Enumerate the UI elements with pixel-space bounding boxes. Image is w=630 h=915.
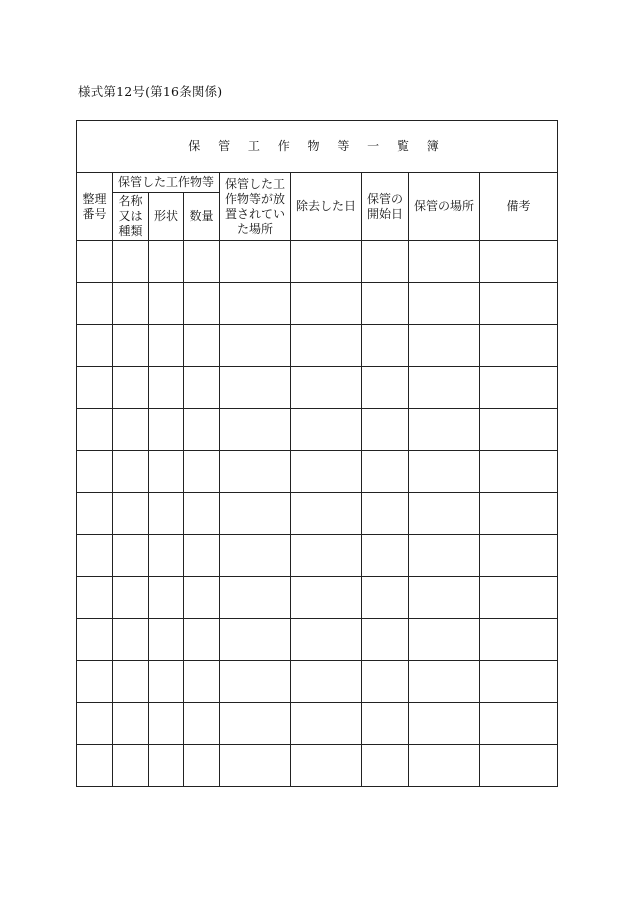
table-cell — [184, 493, 220, 535]
table-cell — [480, 619, 558, 661]
table-cell — [113, 703, 149, 745]
table-cell — [184, 451, 220, 493]
table-cell — [220, 325, 291, 367]
table-cell — [409, 745, 480, 787]
table-cell — [480, 745, 558, 787]
storage-register-table — [76, 120, 558, 787]
header-keijo: 形状 — [149, 193, 184, 241]
table-cell — [113, 409, 149, 451]
table-cell — [291, 661, 362, 703]
table-row — [77, 283, 558, 325]
table-cell — [480, 577, 558, 619]
table-cell — [480, 535, 558, 577]
table-cell — [184, 241, 220, 283]
table-cell — [220, 535, 291, 577]
table-cell — [184, 325, 220, 367]
header-jokyo-bi: 除去した日 — [291, 173, 362, 241]
table-cell — [77, 577, 113, 619]
table-cell — [113, 577, 149, 619]
header-hokan-kaishi-line2: 開始日 — [366, 206, 403, 221]
table-cell — [149, 619, 184, 661]
table-cell — [480, 241, 558, 283]
table-cell — [77, 661, 113, 703]
table-cell — [480, 451, 558, 493]
table-cell — [409, 409, 480, 451]
table-cell — [409, 283, 480, 325]
table-cell — [291, 451, 362, 493]
table-cell — [409, 535, 480, 577]
header-seiri-bango-line1: 整理 — [82, 191, 107, 206]
table-row — [77, 703, 558, 745]
header-meisho-line3: 種類 — [118, 224, 143, 238]
table-cell — [184, 283, 220, 325]
table-cell — [220, 283, 291, 325]
table-cell — [362, 325, 409, 367]
header-hokan-kosakubutsu: 保管した工作物等 — [113, 173, 220, 193]
table-cell — [480, 661, 558, 703]
table-cell — [113, 745, 149, 787]
table-cell — [149, 283, 184, 325]
table-cell — [291, 535, 362, 577]
table-cell — [77, 493, 113, 535]
table-row — [77, 535, 558, 577]
table-cell — [409, 577, 480, 619]
table-cell — [149, 325, 184, 367]
table-cell — [220, 745, 291, 787]
table-cell — [113, 451, 149, 493]
table-cell — [409, 493, 480, 535]
table-cell — [291, 325, 362, 367]
header-hochi-basho-line1: 保管した工 — [224, 176, 285, 191]
table-cell — [77, 535, 113, 577]
table-cell — [113, 535, 149, 577]
table-cell — [362, 619, 409, 661]
table-cell — [220, 577, 291, 619]
table-title: 保 管 工 作 物 等 一 覧 簿 — [77, 121, 558, 173]
table-cell — [149, 409, 184, 451]
table-cell — [149, 703, 184, 745]
table-cell — [77, 409, 113, 451]
table-row — [77, 619, 558, 661]
table-cell — [362, 577, 409, 619]
table-cell — [113, 619, 149, 661]
table-cell — [480, 283, 558, 325]
table-row — [77, 493, 558, 535]
table-cell — [409, 325, 480, 367]
table-cell — [480, 703, 558, 745]
table-cell — [184, 535, 220, 577]
header-hokan-kaishi — [362, 173, 409, 241]
table-cell — [149, 241, 184, 283]
table-cell — [184, 745, 220, 787]
table-cell — [220, 241, 291, 283]
table-cell — [480, 493, 558, 535]
header-meisho-line1: 名称 — [118, 194, 143, 208]
table-cell — [149, 367, 184, 409]
table-cell — [77, 451, 113, 493]
table-cell — [220, 451, 291, 493]
table-cell — [77, 283, 113, 325]
table-cell — [291, 745, 362, 787]
table-cell — [220, 493, 291, 535]
table-cell — [149, 745, 184, 787]
table-cell — [220, 367, 291, 409]
table-cell — [220, 619, 291, 661]
table-row — [77, 451, 558, 493]
header-suryo: 数量 — [184, 193, 220, 241]
table-cell — [291, 703, 362, 745]
table-cell — [291, 409, 362, 451]
table-body — [77, 241, 558, 787]
table-cell — [291, 283, 362, 325]
table-cell — [362, 535, 409, 577]
table-cell — [409, 241, 480, 283]
table-cell — [362, 661, 409, 703]
table-cell — [184, 661, 220, 703]
table-cell — [149, 577, 184, 619]
table-cell — [291, 619, 362, 661]
table-cell — [149, 451, 184, 493]
table-cell — [149, 535, 184, 577]
table-cell — [220, 703, 291, 745]
table-cell — [220, 409, 291, 451]
table-cell — [77, 745, 113, 787]
table-cell — [362, 367, 409, 409]
header-hochi-basho-line2: 作物等が放 — [224, 191, 285, 206]
table-row — [77, 661, 558, 703]
table-cell — [77, 619, 113, 661]
header-hokan-kaishi-line1: 保管の — [366, 191, 403, 206]
header-seiri-bango — [77, 173, 113, 241]
table-cell — [362, 745, 409, 787]
table-cell — [291, 367, 362, 409]
table-cell — [77, 241, 113, 283]
header-meisho — [113, 193, 149, 241]
table-cell — [291, 241, 362, 283]
header-biko: 備考 — [480, 173, 558, 241]
form-number-label: 様式第12号(第16条関係) — [78, 84, 223, 99]
table-row — [77, 367, 558, 409]
table-cell — [77, 703, 113, 745]
table-cell — [409, 451, 480, 493]
table-cell — [362, 703, 409, 745]
table-row — [77, 577, 558, 619]
table-cell — [113, 661, 149, 703]
header-hochi-basho — [220, 173, 291, 241]
table-cell — [184, 703, 220, 745]
table-cell — [291, 577, 362, 619]
table-cell — [113, 241, 149, 283]
table-cell — [362, 493, 409, 535]
table-cell — [480, 325, 558, 367]
table-cell — [113, 283, 149, 325]
table-cell — [184, 619, 220, 661]
table-row — [77, 745, 558, 787]
table-cell — [149, 493, 184, 535]
table-cell — [77, 367, 113, 409]
table-cell — [362, 283, 409, 325]
table-row — [77, 409, 558, 451]
table-cell — [184, 367, 220, 409]
table-cell — [362, 409, 409, 451]
table-cell — [184, 577, 220, 619]
table-cell — [480, 367, 558, 409]
header-hochi-basho-line3: 置されてい — [224, 206, 285, 221]
table-cell — [77, 325, 113, 367]
header-hochi-basho-line4: た場所 — [236, 221, 273, 236]
table-cell — [184, 409, 220, 451]
table-cell — [480, 409, 558, 451]
table-cell — [113, 367, 149, 409]
header-hokan-basho: 保管の場所 — [409, 173, 480, 241]
table-cell — [113, 493, 149, 535]
table-cell — [409, 661, 480, 703]
table-cell — [220, 661, 291, 703]
table-cell — [409, 703, 480, 745]
table-cell — [409, 619, 480, 661]
table-cell — [409, 367, 480, 409]
table-row — [77, 325, 558, 367]
table-cell — [149, 661, 184, 703]
table-cell — [113, 325, 149, 367]
table-row — [77, 241, 558, 283]
table-cell — [291, 493, 362, 535]
table-cell — [362, 241, 409, 283]
header-seiri-bango-line2: 番号 — [82, 206, 107, 221]
header-meisho-line2: 又は — [118, 209, 143, 223]
table-cell — [362, 451, 409, 493]
